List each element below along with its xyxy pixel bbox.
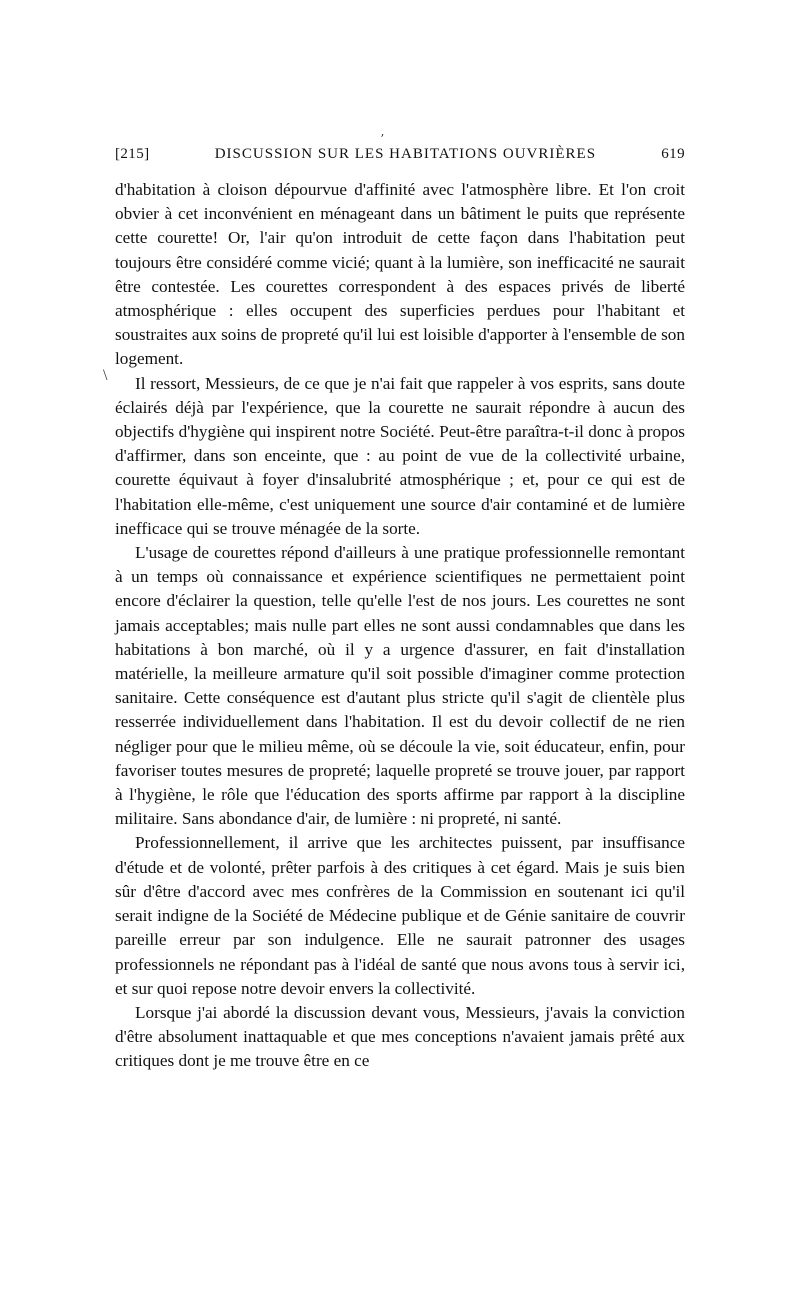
document-page [115,146,685,1074]
tick-mark: ʼ [380,132,384,146]
page-number: 619 [661,146,685,162]
body-text [115,178,685,1074]
section-marker: [215] [115,146,150,162]
paragraph: Lorsque j'ai abordé la discussion devant vous, Messieurs, j'avais la conviction d'être absolument inattaquable et que mes conceptions n'avaient jamais prêté aux critiques dont je me trouve être en ce [115,1002,685,1071]
running-head [115,146,685,168]
paragraph: L'usage de courettes répond d'ailleurs à une pratique professionnelle remontant à un temps où connaissance et expérience scientifiques ne permettaient point encore d'éclairer la question, telle qu'elle l'est de nos jours. Les courettes ne sont jamais acceptables; mais nulle part elles ne sont aussi condamnables que dans les habitations à bon marché, où il y a urgence d'assurer, en fait d'installation matérielle, la meilleure armature qu'il soit possible d'imaginer comme protection sanitaire. Cette conséquence est d'autant plus stricte qu'il s'agit de clientèle plus resserrée individuellement dans l'habitation. Il est du devoir collectif de ne rien négliger pour que le milieu même, où se découle la vie, soit éducateur, enfin, pour favoriser toutes mesures de propreté; laquelle propreté se trouve jouer, par rapport à l'hygiène, le rôle que l'éducation des sports affirme par rapport à la discipline militaire. Sans abondance d'air, de lumière : ni propreté, ni santé. [115,543,685,829]
paragraph: Professionnellement, il arrive que les architectes puissent, par insuffisance d'étude et de volonté, prêter parfois à des critiques à cet égard. Mais je suis bien sûr d'être d'accord avec mes confrères de la Commission en soutenant ici qu'il serait indigne de la Société de Médecine publique et de Génie sanitaire de couvrir pareille erreur par son indulgence. Elle ne saurait patronner des usages professionnels ne répondant pas à l'idéal de santé que nous avons tous à servir ici, et sur quoi repose notre devoir envers la collectivité. [115,833,685,998]
paragraph: d'habitation à cloison dépourvue d'affinité avec l'atmosphère libre. Et l'on croit obvier à cet inconvénient en ménageant dans un bâtiment le puits que représente cette courette! Or, l'air qu'on introduit de cette façon dans l'habitation peut toujours être considéré comme vicié; quant à la lumière, son inefficacité ne saurait être contestée. Les courettes correspondent à des espaces privés de liberté atmosphérique : elles occupent des superficies perdues pour l'habitant et soustraites aux soins de propreté qu'il lui est loisible d'apporter à l'ensemble de son logement. [115,180,685,369]
paragraph: Il ressort, Messieurs, de ce que je n'ai fait que rappeler à vos esprits, sans doute éclairés déjà par l'expérience, que la courette ne saurait répondre à aucun des objectifs d'hygiène qui inspirent notre Société. Peut-être paraîtra-t-il donc à propos d'affirmer, dans son enceinte, que : au point de vue de la collectivité urbaine, courette équivaut à foyer d'insalubrité atmosphérique ; et, pour ce qui est de l'habitation elle-même, c'est uniquement une source d'air contaminé et de lumière inefficace qui se trouve ménagée de la sorte. [115,373,685,538]
running-title: DISCUSSION SUR LES HABITATIONS OUVRIÈRES [214,146,597,162]
margin-mark: \ [103,367,108,384]
